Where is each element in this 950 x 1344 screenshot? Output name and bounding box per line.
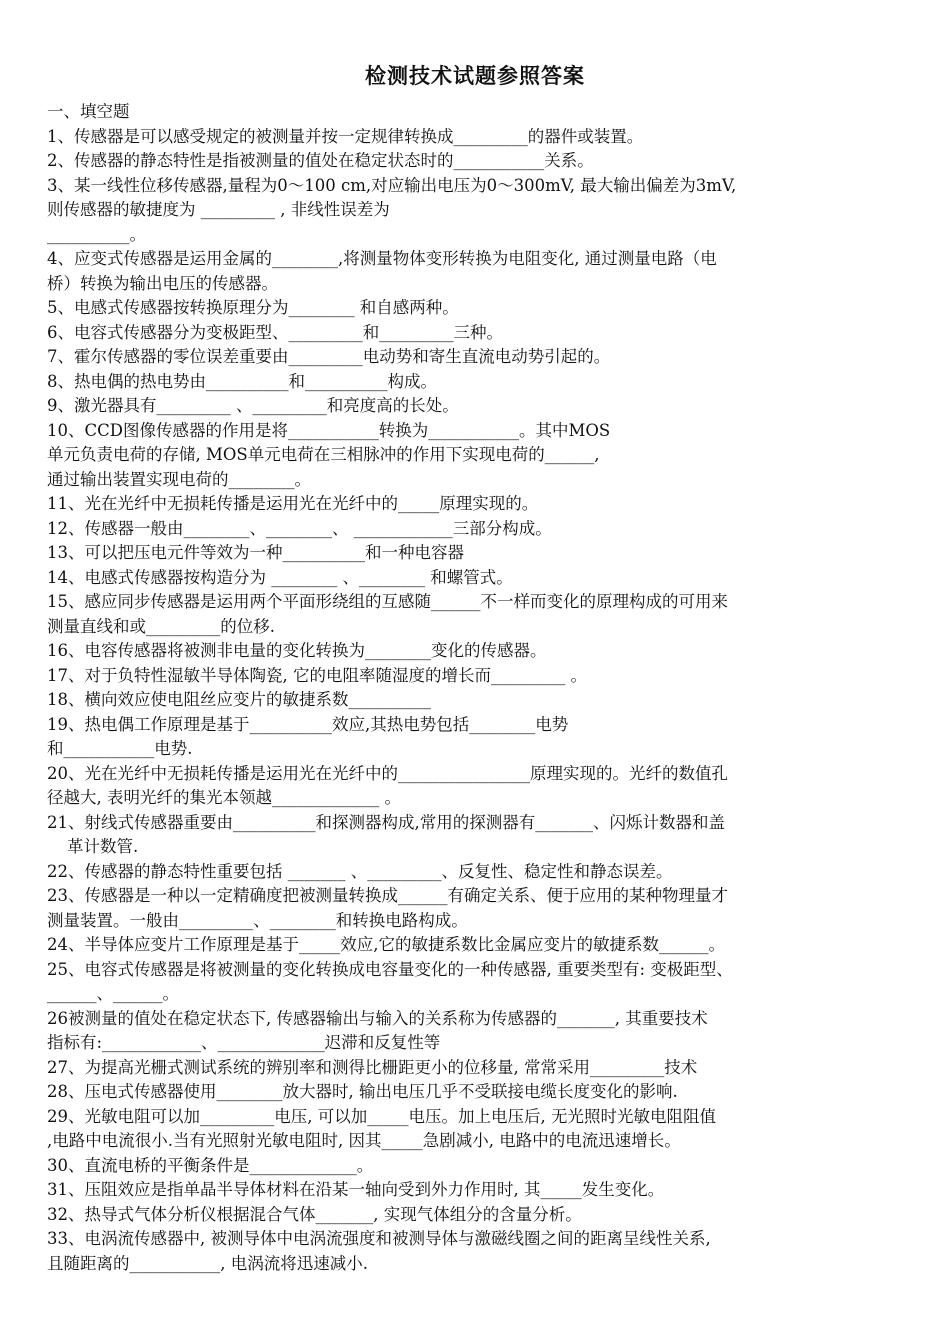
text-line: 32、热导式气体分析仪根据混合气体_______, 实现气体组分的含量分析。 (47, 1204, 582, 1224)
text-line: 29、光敏电阻可以加_________电压, 可以加_____电压。加上电压后, 无光照时光敏电阻阻值 (47, 1106, 716, 1126)
text-line: ,电路中电流很小.当有光照射光敏电阻时, 因其_____急剧减小, 电路中的电流迅速增长。 (47, 1131, 681, 1150)
text-line: 16、电容传感器将被测非电量的变化转换为________变化的传感器。 (47, 641, 547, 660)
text-line: 14、电感式传感器按构造分为 ________ 、________ 和螺管式。 (47, 567, 513, 587)
text-line: 指标有:____________、_____________迟滞和反复性等 (47, 1033, 441, 1052)
text-line: 一、填空题 (47, 102, 130, 121)
text-line: 且随距离的___________, 电涡流将迅速减小. (47, 1253, 368, 1273)
text-line: 1、传感器是可以感受规定的被测量并按一定规律转换成_________的器件或装置。 (47, 126, 644, 146)
text-line: 12、传感器一般由________、________、 ____________三部分构成。 (47, 518, 552, 538)
text-line: 革计数管. (67, 837, 139, 856)
text-line: 31、压阻效应是指单晶半导体材料在沿某一轴向受到外力作用时, 其_____发生变化。 (47, 1180, 665, 1199)
text-line: 径越大, 表明光纤的集光本领越_____________ 。 (47, 788, 401, 807)
text-line: 则传感器的敏捷度为 _________ , 非线性误差为 (47, 200, 390, 219)
text-line: 11、光在光纤中无损耗传播是运用光在光纤中的_____原理实现的。 (47, 494, 539, 513)
text-line: 28、压电式传感器使用________放大器时, 输出电压几乎不受联接电缆长度变化的影响. (47, 1082, 678, 1101)
text-line: 测量直线和或_________的位移. (47, 616, 275, 636)
text-line: 18、横向效应使电阻丝应变片的敏捷系数__________ (47, 690, 431, 709)
text-line: 24、半导体应变片工作原理是基于_____效应,它的敏捷系数比金属应变片的敏捷系数______。 (47, 935, 725, 954)
text-line: 19、热电偶工作原理是基于__________效应,其热电势包括________电势 (47, 714, 569, 734)
text-line: 10、CCD图像传感器的作用是将___________转换为___________。其中MOS (47, 420, 611, 440)
text-line: 9、激光器具有_________ 、_________和亮度高的长处。 (47, 396, 459, 415)
text-line: 27、为提高光栅式测试系统的辨别率和测得比栅距更小的位移量, 常常采用_________技术 (47, 1057, 698, 1077)
text-line: 26被测量的值处在稳定状态下, 传感器输出与输入的关系称为传感器的_______, 其重要技术 (47, 1008, 708, 1028)
text-line: 4、应变式传感器是运用金属的________,将测量物体变形转换为电阻变化, 通过测量电路（电 (47, 249, 717, 268)
text-line: 7、霍尔传感器的零位误差重要由_________电动势和寄生直流电动势引起的。 (47, 347, 611, 366)
text-line: 15、感应同步传感器是运用两个平面形绕组的互感随______不一样而变化的原理构成的可用来 (47, 592, 728, 611)
text-line: 单元负责电荷的存储, MOS单元电荷在三相脉冲的作用下实现电荷的______, (47, 445, 600, 464)
text-line: 5、电感式传感器按转换原理分为________ 和自感两种。 (47, 298, 459, 317)
text-line: 2、传感器的静态特性是指被测量的值处在稳定状态时的___________关系。 (47, 151, 594, 170)
text-line: ______、______。 (47, 984, 179, 1003)
text-line: 17、对于负特性湿敏半导体陶瓷, 它的电阻率随湿度的增长而_________ 。 (47, 665, 587, 685)
text-line: 21、射线式传感器重要由__________和探测器构成,常用的探测器有_______、闪烁计数器和盖 (47, 812, 725, 832)
text-line: 8、热电偶的热电势由__________和__________构成。 (47, 371, 437, 391)
page-title: 检测技术试题参照答案 (365, 64, 585, 88)
text-line: __________。 (47, 224, 146, 244)
text-line: 桥）转换为输出电压的传感器。 (47, 273, 278, 293)
text-line: 22、传感器的静态特性重要包括 _______ 、_________、反复性、稳定性和静态误差。 (47, 861, 673, 881)
text-line: 通过输出装置实现电荷的________。 (47, 469, 311, 489)
text-line: 3、某一线性位移传感器,量程为0～100 cm,对应输出电压为0～300mV, 最大输出偏差为3mV, (47, 175, 737, 195)
text-line: 6、电容式传感器分为变极距型、_________和_________三种。 (47, 322, 503, 342)
text-line: 20、光在光纤中无损耗传播是运用光在光纤中的________________原理实现的。光纤的数值孔 (47, 763, 728, 783)
question-list (47, 100, 909, 1276)
text-line: 30、直流电桥的平衡条件是_____________。 (47, 1155, 374, 1175)
text-line: 测量装置。一般由_________、________和转换电路构成。 (47, 910, 468, 930)
text-line: 和___________电势. (47, 739, 193, 758)
text-line: 25、电容式传感器是将被测量的变化转换成电容量变化的一种传感器, 重要类型有: 变极距型、 (47, 959, 733, 979)
text-line: 23、传感器是一种以一定精确度把被测量转换成______有确定关系、便于应用的某种物理量才 (47, 886, 728, 905)
text-line: 13、可以把压电元件等效为一种__________和一种电容器 (47, 543, 464, 562)
text-line: 33、电涡流传感器中, 被测导体中电涡流强度和被测导体与激磁线圈之间的距离呈线性关系, (47, 1229, 711, 1248)
